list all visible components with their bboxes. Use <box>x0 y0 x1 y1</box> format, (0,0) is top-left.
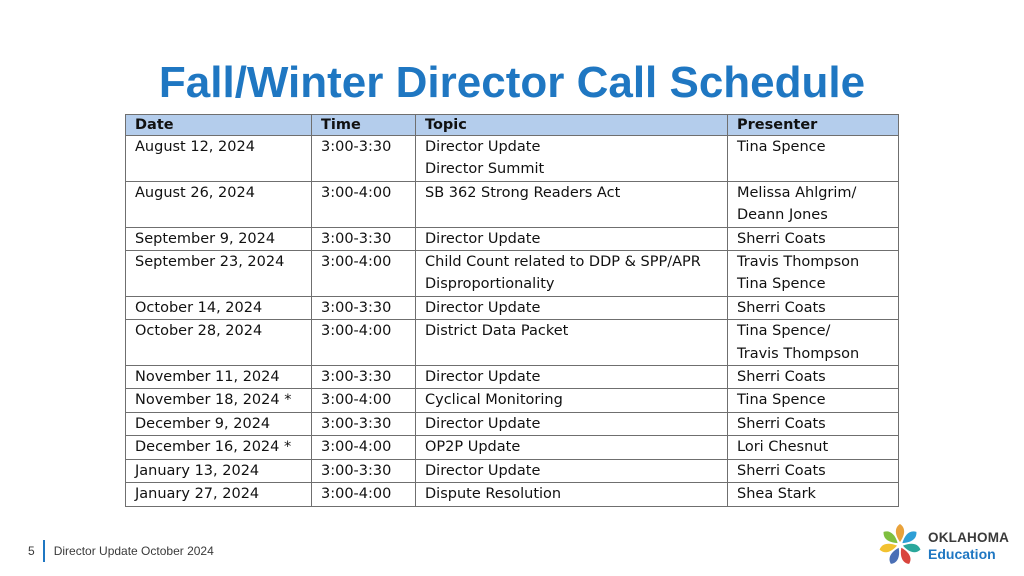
cell-topic <box>416 483 728 506</box>
cell-topic <box>416 366 728 389</box>
topic-line: Disproportionality <box>425 276 555 293</box>
topic-line: Director Update <box>425 230 541 247</box>
cell-time: 3:00-4:00 <box>312 389 416 412</box>
presenter-line: Travis Thompson <box>737 345 860 362</box>
cell-time: 3:00-3:30 <box>312 366 416 389</box>
table-row <box>126 227 899 250</box>
table-row <box>126 181 899 227</box>
column-header-time: Time <box>312 115 416 136</box>
table-row <box>126 459 899 482</box>
presenter-line: Tina Spence <box>737 276 826 293</box>
cell-topic <box>416 227 728 250</box>
cell-time: 3:00-4:00 <box>312 251 416 297</box>
cell-presenter <box>728 251 899 297</box>
cell-presenter <box>728 320 899 366</box>
cell-topic <box>416 389 728 412</box>
presenter-line: Sherri Coats <box>737 462 826 479</box>
table-row <box>126 296 899 319</box>
cell-presenter <box>728 436 899 459</box>
cell-presenter <box>728 483 899 506</box>
presenter-line: Tina Spence/ <box>737 323 831 340</box>
presenter-line: Shea Stark <box>737 486 816 503</box>
cell-time: 3:00-4:00 <box>312 181 416 227</box>
topic-line: OP2P Update <box>425 439 521 456</box>
page-number: 5 <box>28 544 35 558</box>
cell-topic <box>416 459 728 482</box>
slide-footer <box>28 540 214 562</box>
cell-presenter <box>728 181 899 227</box>
cell-date: January 13, 2024 <box>126 459 312 482</box>
cell-time: 3:00-4:00 <box>312 483 416 506</box>
table-row <box>126 389 899 412</box>
cell-time: 3:00-4:00 <box>312 436 416 459</box>
presenter-line: Sherri Coats <box>737 299 826 316</box>
presenter-line: Sherri Coats <box>737 369 826 386</box>
cell-topic <box>416 412 728 435</box>
presenter-line: Tina Spence <box>737 392 826 409</box>
cell-date: September 9, 2024 <box>126 227 312 250</box>
topic-line: SB 362 Strong Readers Act <box>425 184 621 201</box>
topic-line: Director Summit <box>425 161 545 178</box>
presenter-line: Travis Thompson <box>737 254 860 271</box>
slide-title: Fall/Winter Director Call Schedule <box>158 58 866 107</box>
table-row <box>126 483 899 506</box>
topic-line: Director Update <box>425 415 541 432</box>
cell-date: December 9, 2024 <box>126 412 312 435</box>
column-header-presenter: Presenter <box>728 115 899 136</box>
cell-date: December 16, 2024 * <box>126 436 312 459</box>
cell-time: 3:00-3:30 <box>312 412 416 435</box>
cell-presenter <box>728 227 899 250</box>
logo-petal <box>896 524 904 542</box>
cell-time: 3:00-3:30 <box>312 459 416 482</box>
topic-line: District Data Packet <box>425 323 569 340</box>
table-row <box>126 436 899 459</box>
cell-date: October 14, 2024 <box>126 296 312 319</box>
topic-line: Child Count related to DDP & SPP/APR <box>425 254 701 271</box>
footer-divider <box>43 540 45 562</box>
cell-topic <box>416 136 728 182</box>
cell-date: August 12, 2024 <box>126 136 312 182</box>
presenter-line: Sherri Coats <box>737 415 826 432</box>
table-header-row <box>126 115 899 136</box>
cell-date: November 18, 2024 * <box>126 389 312 412</box>
cell-time: 3:00-3:30 <box>312 136 416 182</box>
topic-line: Dispute Resolution <box>425 486 562 503</box>
cell-date: October 28, 2024 <box>126 320 312 366</box>
presenter-line: Deann Jones <box>737 207 828 224</box>
cell-presenter <box>728 366 899 389</box>
footer-text: Director Update October 2024 <box>53 544 214 558</box>
cell-date: September 23, 2024 <box>126 251 312 297</box>
cell-topic <box>416 436 728 459</box>
table-row <box>126 320 899 366</box>
cell-presenter <box>728 389 899 412</box>
presenter-line: Sherri Coats <box>737 230 826 247</box>
topic-line: Director Update <box>425 462 541 479</box>
cell-topic <box>416 251 728 297</box>
table-row <box>126 366 899 389</box>
presenter-line: Melissa Ahlgrim/ <box>737 184 857 201</box>
topic-line: Director Update <box>425 369 541 386</box>
topic-line: Director Update <box>425 139 541 155</box>
logo-line-education: Education <box>928 546 996 562</box>
cell-date: November 11, 2024 <box>126 366 312 389</box>
cell-date: January 27, 2024 <box>126 483 312 506</box>
presenter-line: Tina Spence <box>737 139 826 155</box>
cell-time: 3:00-4:00 <box>312 320 416 366</box>
column-header-date: Date <box>126 115 312 136</box>
cell-presenter <box>728 459 899 482</box>
table-row <box>126 412 899 435</box>
oklahoma-education-logo <box>928 530 1009 562</box>
cell-topic <box>416 296 728 319</box>
table-row <box>126 136 899 182</box>
cell-presenter <box>728 296 899 319</box>
schedule-table-body <box>126 136 899 507</box>
cell-presenter <box>728 412 899 435</box>
cell-time: 3:00-3:30 <box>312 296 416 319</box>
cell-date: August 26, 2024 <box>126 181 312 227</box>
topic-line: Cyclical Monitoring <box>425 392 563 409</box>
column-header-topic: Topic <box>416 115 728 136</box>
cell-topic <box>416 320 728 366</box>
cell-presenter <box>728 136 899 182</box>
cell-topic <box>416 181 728 227</box>
logo-line-oklahoma: OKLAHOMA <box>928 530 1010 545</box>
cell-time: 3:00-3:30 <box>312 227 416 250</box>
schedule-table <box>125 114 899 507</box>
table-row <box>126 251 899 297</box>
presenter-line: Lori Chesnut <box>737 439 829 456</box>
topic-line: Director Update <box>425 299 541 316</box>
